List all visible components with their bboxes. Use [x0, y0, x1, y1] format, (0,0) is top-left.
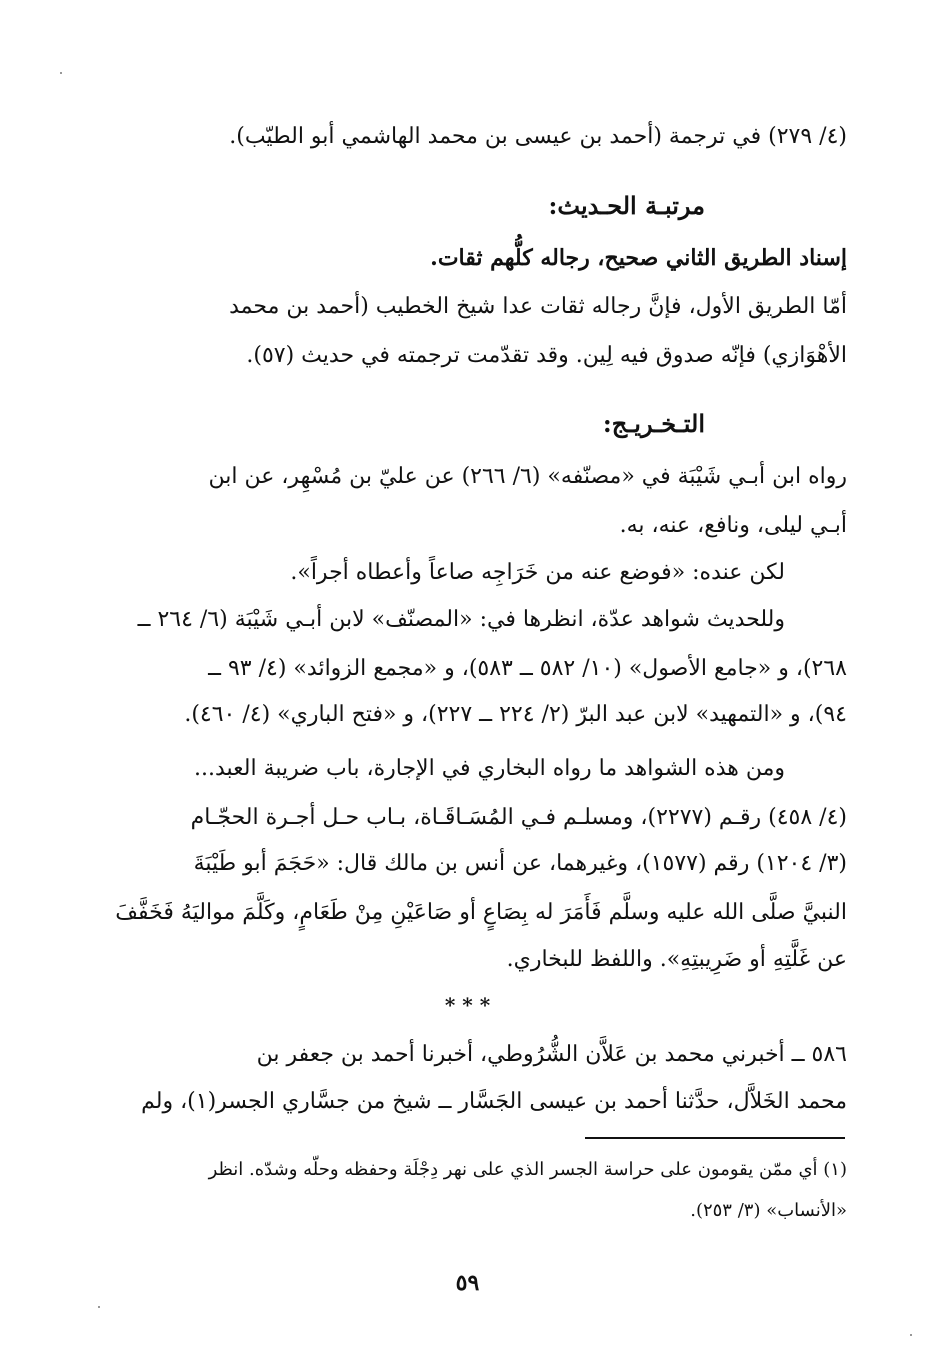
- takhrij-line: ٩٤)، و «التمهيد» لابن عبد البرّ (٢/ ٢٢٤ ــ ٢٢٧)، و «فتح الباري» (٤/ ٤٦٠).: [184, 702, 847, 727]
- scan-speck: [60, 72, 62, 74]
- rank-heading: مرتبـة الحـديث:: [548, 191, 705, 220]
- section-separator: * * *: [444, 993, 491, 1017]
- footnote-divider: [585, 1137, 845, 1139]
- takhrij-line: لكن عنده: «فوضع عنه من خَرَاجِه صاعاً وأعطاه أجراً».: [290, 560, 785, 585]
- rank-line-1: إسناد الطريق الثاني صحيح، رجاله كلُّهم ثقات.: [430, 245, 847, 271]
- scan-speck: [98, 1306, 100, 1308]
- takhrij-heading: التـخـريـج:: [602, 409, 705, 438]
- takhrij-line: عن غَلَّتِهِ أو ضَرِيبتِهِ». واللفظ للبخاري.: [506, 947, 847, 972]
- takhrij-line: ٢٦٨)، و «جامع الأصول» (١٠/ ٥٨٢ ــ ٥٨٣)، و «مجمع الزوائد» (٤/ ٩٣ ــ: [208, 656, 847, 681]
- takhrij-line: (٣/ ١٢٠٤) رقم (١٥٧٧)، وغيرهما، عن أنس بن مالك قال: «حَجَمَ أبو طَيْبَةَ: [193, 851, 847, 876]
- scan-speck: [910, 1334, 912, 1336]
- next-hadith-line-2: محمد الخَلاَّل، حدَّثنا أحمد بن عيسى الجَسَّار ــ شيخ من جسَّاري الجسر(١)، ولم: [141, 1089, 847, 1114]
- next-hadith-line-1: ٥٨٦ ــ أخبرني محمد بن عَلاَّن الشُّرُوطي، أخبرنا أحمد بن جعفر بن: [256, 1042, 847, 1067]
- takhrij-line: (٤/ ٤٥٨) رقـم (٢٢٧٧)، ومسلـم فـي المُسَـاقَـاة، بـاب حـل أجـرة الحجّـام: [190, 805, 847, 830]
- rank-line-3: الأهْوَازي) فإنّه صدوق فيه لِين. وقد تقدّمت ترجمته في حديث (٥٧).: [246, 343, 847, 368]
- takhrij-line: وللحديث شواهد عدّة، انظرها في: «المصنّف» لابن أبـي شَيْبَة (٦/ ٢٦٤ ــ: [137, 607, 785, 632]
- takhrij-line: رواه ابن أبـي شَيْبَة في «مصنّفه» (٦/ ٢٦٦) عن عليّ بن مُسْهِر، عن ابن: [208, 464, 847, 489]
- takhrij-line: النبيَّ صلَّى الله عليه وسلَّم فَأَمَرَ له بِصَاعٍ أو صَاعَيْنِ مِنْ طَعَامٍ، وكَلَّمَ مواليَهُ فَخَفَّفَ: [115, 900, 847, 925]
- footnote-line-2: «الأنساب» (٣/ ٢٥٣).: [690, 1200, 847, 1221]
- continued-citation-line: (٤/ ٢٧٩) في ترجمة (أحمد بن عيسى بن محمد الهاشمي أبو الطيّب).: [229, 124, 847, 149]
- takhrij-line: أبـي ليلى، ونافع، عنه، به.: [619, 513, 847, 538]
- takhrij-line: ومن هذه الشواهد ما رواه البخاري في الإجارة، باب ضريبة العبد...: [194, 756, 785, 781]
- rank-line-2: أمّا الطريق الأول، فإنَّ رجاله ثقات عدا شيخ الخطيب (أحمد بن محمد: [229, 294, 847, 319]
- footnote-line-1: (١) أي ممّن يقومون على حراسة الجسر الذي على نهر دِجْلَة وحفظه وحلّه وشدّه. انظر: [208, 1159, 847, 1180]
- page-number: ٥٩: [455, 1270, 480, 1296]
